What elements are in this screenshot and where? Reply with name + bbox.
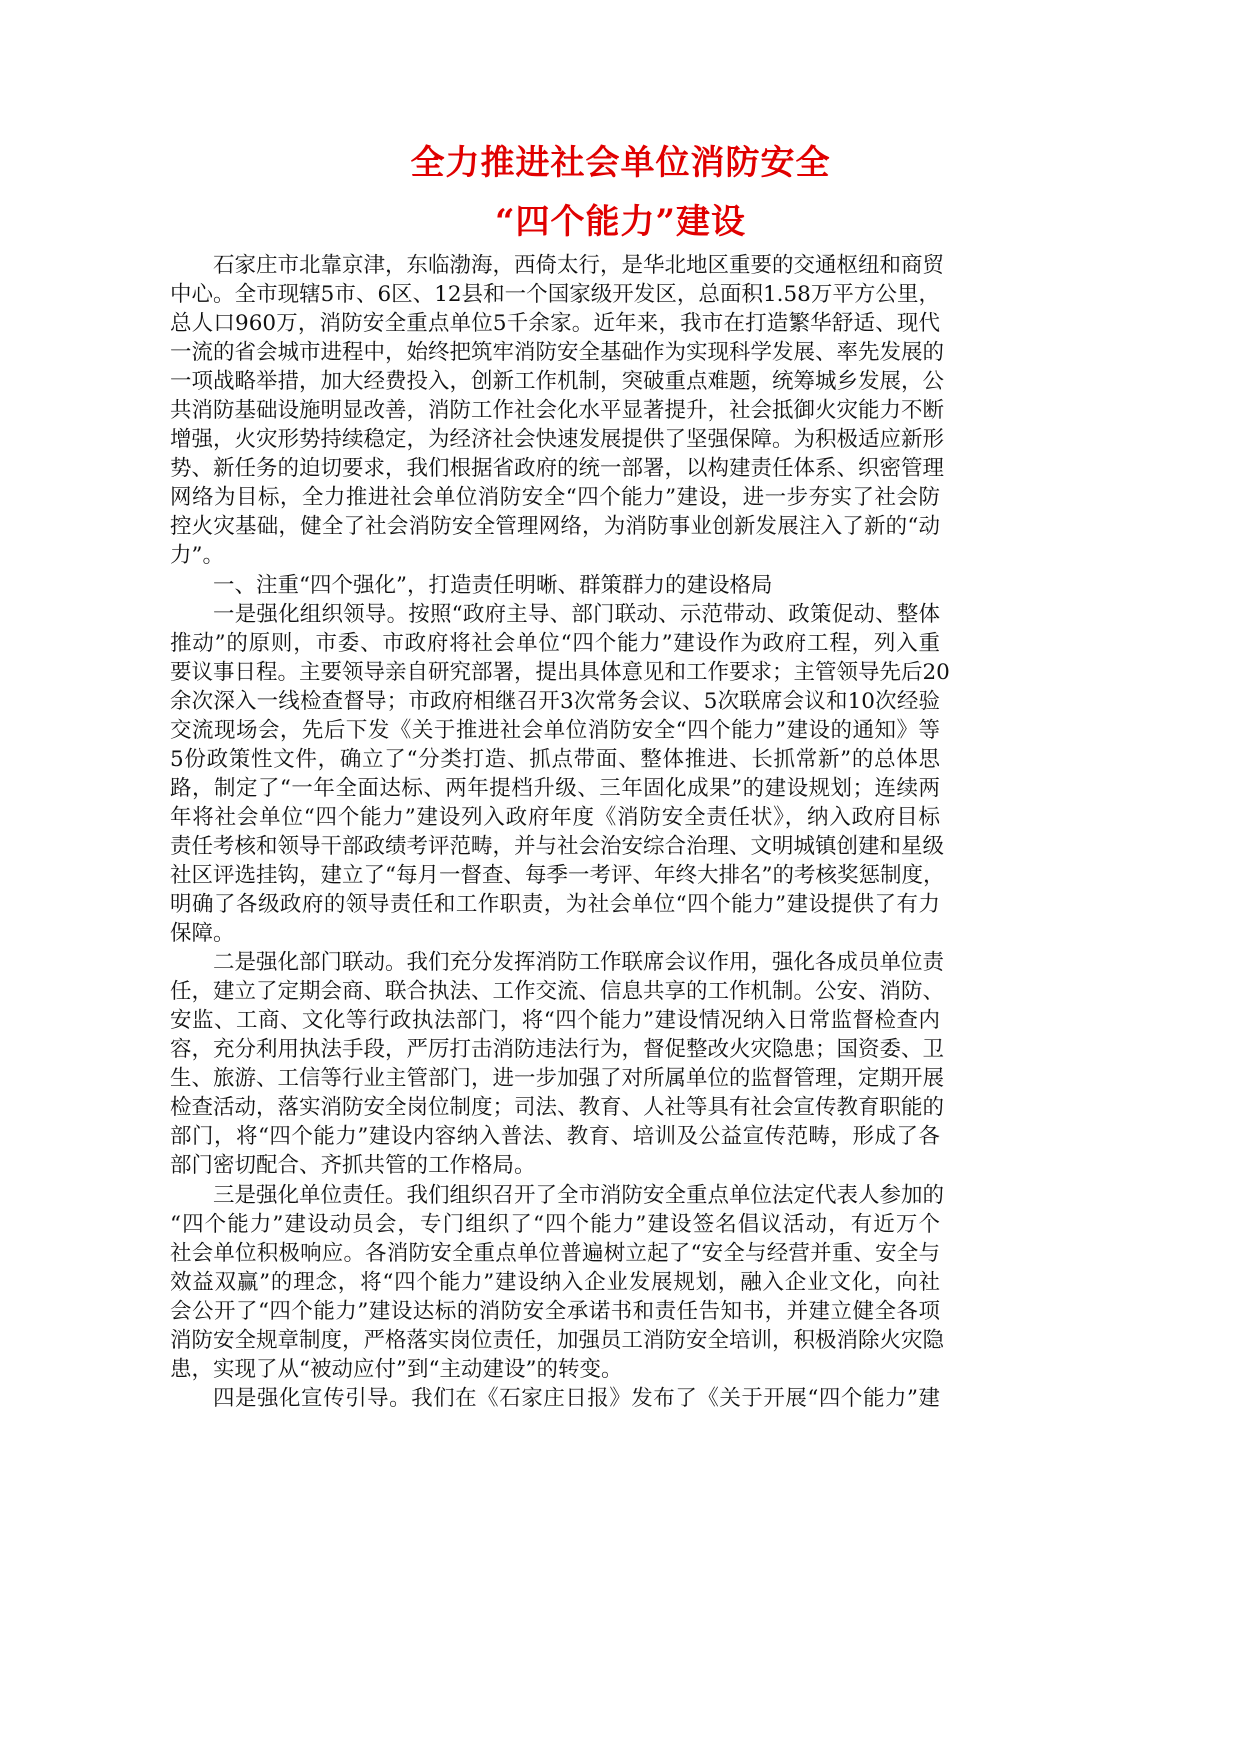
section-heading [170,571,940,600]
document-title-line-1: 全力推进社会单位消防安全 [410,143,831,183]
text-line: 社会单位积极响应。各消防安全重点单位普遍树立起了“安全与经营并重、安全与 [170,1240,940,1266]
text-line: 余次深入一线检查督导；市政府相继召开3次常务会议、5次联席会议和10次经验 [170,688,940,714]
text-line: 部门密切配合、齐抓共管的工作格局。 [170,1153,536,1179]
document-title-line-2: “四个能力”建设 [494,202,747,242]
text-line: 二是强化部门联动。我们充分发挥消防工作联席会议作用，强化各成员单位责 [213,950,945,976]
text-line: 网络为目标，全力推进社会单位消防安全“四个能力”建设，进一步夯实了社会防 [170,485,940,511]
text-line: 生、旅游、工信等行业主管部门，进一步加强了对所属单位的监督管理，定期开展 [170,1066,945,1092]
text-line: 患，实现了从“被动应付”到“主动建设”的转变。 [170,1356,623,1382]
text-line: 消防安全规章制度，严格落实岗位责任，加强员工消防安全培训，积极消除火灾隐 [170,1327,945,1353]
text-line: 四是强化宣传引导。我们在《石家庄日报》发布了《关于开展“四个能力”建 [213,1385,940,1411]
text-line: 检查活动，落实消防安全岗位制度；司法、教育、人社等具有社会宣传教育职能的 [170,1095,945,1121]
text-line: 会公开了“四个能力”建设达标的消防安全承诺书和责任告知书，并建立健全各项 [170,1298,940,1324]
text-line: 社区评选挂钩，建立了“每月一督查、每季一考评、年终大排名”的考核奖惩制度， [170,862,945,888]
text-line: 力”。 [170,543,224,569]
text-line: “四个能力”建设动员会，专门组织了“四个能力”建设签名倡议活动，有近万个 [170,1211,940,1237]
text-line: 总人口960万，消防安全重点单位5千余家。近年来，我市在打造繁华舒适、现代 [170,311,940,337]
text-line: 责任考核和领导干部政绩考评范畴，并与社会治安综合治理、文明城镇创建和星级 [170,833,945,859]
text-line: 年将社会单位“四个能力”建设列入政府年度《消防安全责任状》，纳入政府目标 [170,804,940,830]
text-line: 交流现场会，先后下发《关于推进社会单位消防安全“四个能力”建设的通知》等 [170,717,940,743]
text-line: 明确了各级政府的领导责任和工作职责，为社会单位“四个能力”建设提供了有力 [170,892,940,918]
text-line: 推动”的原则，市委、市政府将社会单位“四个能力”建设作为政府工程，列入重 [170,630,940,656]
text-line: 一是强化组织领导。按照“政府主导、部门联动、示范带动、政策促动、整体 [213,601,940,627]
text-line: 控火灾基础，健全了社会消防安全管理网络，为消防事业创新发展注入了新的“动 [170,514,940,540]
text-line: 部门，将“四个能力”建设内容纳入普法、教育、培训及公益宣传范畴，形成了各 [170,1124,940,1150]
text-line: 势、新任务的迫切要求，我们根据省政府的统一部署，以构建责任体系、织密管理 [170,456,945,482]
text-line: 共消防基础设施明显改善，消防工作社会化水平显著提升，社会抵御火灾能力不断 [170,398,945,424]
text-line: 保障。 [170,921,235,947]
text-line: 一流的省会城市进程中，始终把筑牢消防安全基础作为实现科学发展、率先发展的 [170,340,945,366]
text-line: 安监、工商、文化等行政执法部门，将“四个能力”建设情况纳入日常监督检查内 [170,1008,940,1034]
text-line: 要议事日程。主要领导亲自研究部署，提出具体意见和工作要求；主管领导先后20 [170,659,950,685]
paragraph [170,600,950,949]
text-line: 容，充分利用执法手段，严厉打击消防违法行为，督促整改火灾隐患；国资委、卫 [170,1037,945,1063]
text-line: 三是强化单位责任。我们组织召开了全市消防安全重点单位法定代表人参加的 [213,1182,945,1208]
paragraph [170,948,945,1180]
text-line: 一、注重“四个强化”，打造责任明晰、群策群力的建设格局 [213,572,773,598]
text-line: 石家庄市北靠京津，东临渤海，西倚太行，是华北地区重要的交通枢纽和商贸 [213,253,945,278]
paragraph [170,251,945,571]
text-line: 增强，火灾形势持续稳定，为经济社会快速发展提供了坚强保障。为积极适应新形 [170,427,945,453]
text-line: 路，制定了“一年全面达标、两年提档升级、三年固化成果”的建设规划；连续两 [170,775,940,801]
paragraph [170,1384,940,1413]
text-line: 一项战略举措，加大经费投入，创新工作机制，突破重点难题，统筹城乡发展，公 [170,369,945,395]
text-line: 5份政策性文件，确立了“分类打造、抓点带面、整体推进、长抓常新”的总体思 [170,746,940,772]
text-line: 效益双赢”的理念，将“四个能力”建设纳入企业发展规划，融入企业文化，向社 [170,1269,940,1295]
paragraph [170,1181,945,1384]
document-body [170,251,950,1413]
text-line: 任，建立了定期会商、联合执法、工作交流、信息共享的工作机制。公安、消防、 [170,979,945,1005]
text-line: 中心。全市现辖5市、6区、12县和一个国家级开发区，总面积1.58万平方公里， [170,282,940,308]
